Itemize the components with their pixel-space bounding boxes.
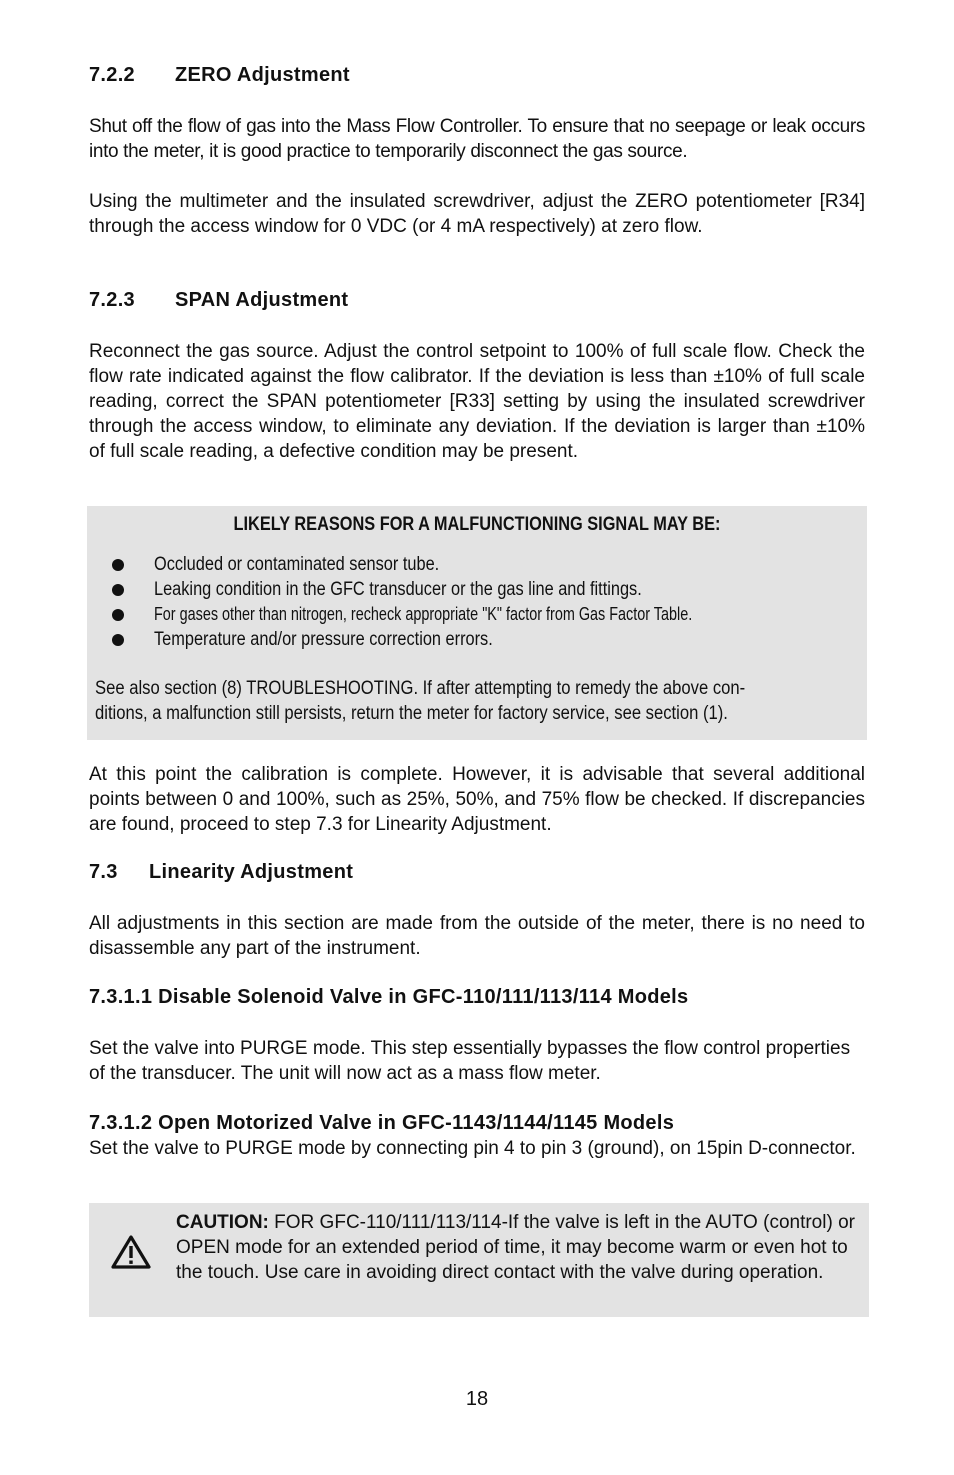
calibration-complete-paragraph: At this point the calibration is complete. However, it is advisable that several additional points between 0 and 100%, such as 25%, 50%, and 75% flow be checked. If discrepancies are found, proceed to step 7.3 for Linearity Adjustment. [89,764,865,835]
page-number: 18 [465,1388,489,1410]
caution-body: FOR GFC-110/111/113/114-If the valve is left in the AUTO (control) or OPEN mode for an extended period of time, it may become warm or even hot to the touch. Use care in avoiding direct contact with the valve during operation. [176,1212,855,1283]
section-heading-7-3-1-1: 7.3.1.1 Disable Solenoid Valve in GFC-110/111/113/114 Models [89,986,689,1008]
section-number: 7.3 [89,861,118,883]
span-adjustment-paragraph: Reconnect the gas source. Adjust the control setpoint to 100% of full scale flow. Check the flow rate indicated against the flow calibrator. If the deviation is less than ±10% of full scale reading, correct the SPAN potentiometer [R33] setting by using the insulated screwdriver through the access window, to eliminate any deviation. If the deviation is larger than ±10% of full scale reading, a defective condition may be present. [89,341,865,462]
bullet-icon [112,584,124,596]
list-item-text: Occluded or contaminated sensor tube. [154,554,440,575]
disable-solenoid-paragraph: Set the valve into PURGE mode. This step essentially bypasses the flow control properties of the transducer. The unit will now act as a mass flow meter. [89,1038,851,1084]
list-item-text: Temperature and/or pressure correction errors. [154,629,493,650]
list-item-text: For gases other than nitrogen, recheck appropriate "K" factor from Gas Factor Table. [154,604,693,624]
likely-reasons-box [87,506,867,740]
section-title: Linearity Adjustment [149,861,354,883]
see-also-note [95,676,848,726]
warning-triangle-icon [111,1235,151,1269]
section-title: ZERO Adjustment [175,64,350,86]
see-also-line-1: See also section (8) TROUBLESHOOTING. If after attempting to remedy the above con- [95,678,746,699]
section-number: 7.2.2 [89,64,135,86]
section-title: SPAN Adjustment [175,289,349,311]
likely-reasons-title: LIKELY REASONS FOR A MALFUNCTIONING SIGNAL MAY BE: [233,514,721,535]
see-also-line-2: ditions, a malfunction still persists, return the meter for factory service, see section (1). [95,703,728,724]
section-heading-7-3 [89,861,353,884]
section-heading-7-3-1-2: 7.3.1.2 Open Motorized Valve in GFC-1143/1144/1145 Models [89,1112,675,1134]
section-heading-7-2-2 [89,64,350,87]
bullet-icon [112,634,124,646]
section-heading-7-2-3 [89,289,348,312]
bullet-icon [112,609,124,621]
zero-adjustment-paragraph-1: Shut off the flow of gas into the Mass Flow Controller. To ensure that no seepage or leak occurs into the meter, it is good practice to temporarily disconnect the gas source. [89,116,865,162]
bullet-icon [112,559,124,571]
list-item-text: Leaking condition in the GFC transducer or the gas line and fittings. [154,579,642,600]
linearity-paragraph: All adjustments in this section are made from the outside of the meter, there is no need to disassemble any part of the instrument. [89,913,865,959]
section-number: 7.2.3 [89,289,135,311]
open-motorized-valve-paragraph: Set the valve to PURGE mode by connecting pin 4 to pin 3 (ground), on 15pin D-connector. [89,1138,856,1159]
caution-text [176,1210,866,1285]
caution-label: CAUTION: [176,1212,269,1233]
zero-adjustment-paragraph-2: Using the multimeter and the insulated screwdriver, adjust the ZERO potentiometer [R34] through the access window for 0 VDC (or 4 mA respectively) at zero flow. [89,191,865,237]
caution-box [89,1203,869,1317]
